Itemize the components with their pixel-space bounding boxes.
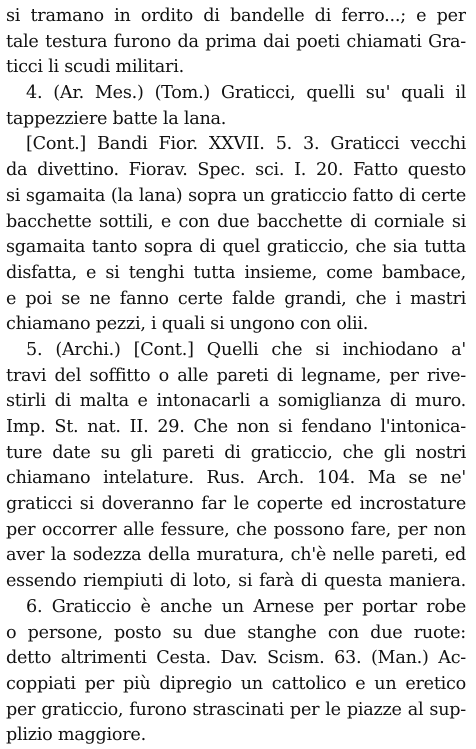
text-line: o persone, posto su due stanghe con due ruote: [6,622,466,643]
text-line: travi del soffitto o alle pareti di legname, per rive- [6,365,466,386]
text-line: 6. Graticcio è anche un Arnese per portar robe [26,596,466,617]
text-line: [Cont.] Bandi Fior. XXVII. 5. 3. Graticci vecchi [26,134,466,155]
text-line: da divettino. Fiorav. Spec. sci. I. 20. Fatto questo [6,160,466,181]
text-line: stirli di malta e intonacarli a somiglianza di muro. [6,391,466,412]
text-line: aver la sodezza della muratura, ch'è nelle pareti, ed [6,545,466,566]
text-line: ture date su gli pareti di graticcio, che gli nostri [6,442,466,463]
text-line: 5. (Archi.) [Cont.] Quelli che si inchiodano a' [26,339,466,360]
text-line: si tramano in ordito di bandelle di ferro...; e per [6,6,466,26]
text-line: disfatta, e si tenghi tutta insieme, come bambace, [6,262,466,283]
text-line: sgamaita tanto sopra di quel graticcio, che sia tutta [6,237,466,258]
text-line: plizio maggiore. [6,725,146,746]
text-line: Imp. St. nat. II. 29. Che non si fendano l'intonica- [6,417,466,437]
text-line: 4. (Ar. Mes.) (Tom.) Graticci, quelli su' quali il [26,83,466,104]
text-line: detto altrimenti Cesta. Dav. Scism. 63. (Man.) Ac- [6,648,466,669]
text-line: essendo riempiuti di loto, si farà di questa maniera. [6,571,466,592]
text-line: tappezziere batte la lana. [6,108,227,129]
text-column [6,4,466,749]
text-line: graticci si doveranno far le coperte ed incrostature [6,494,466,515]
text-line: coppiati per più dipregio un cattolico e un eretico [6,673,466,694]
text-line: per graticcio, furono strascinati per le piazze al sup- [6,699,466,720]
text-line: bacchette sottili, e con due bacchette di corniale si [6,211,466,232]
text-line: chiamano pezzi, i quali si ungono con olii. [6,314,369,335]
text-line: tale testura furono da prima dai poeti chiamati Gra- [6,31,466,52]
text-line: ticci li scudi militari. [6,57,184,78]
text-line: chiamano intelature. Rus. Arch. 104. Ma se ne' [6,468,466,489]
text-line: per occorrer alle fessure, che possono fare, per non [6,519,466,540]
text-line: si sgamaita (la lana) sopra un graticcio fatto di certe [6,185,466,206]
text-line: e poi se ne fanno certe falde grandi, che i mastri [6,288,466,309]
